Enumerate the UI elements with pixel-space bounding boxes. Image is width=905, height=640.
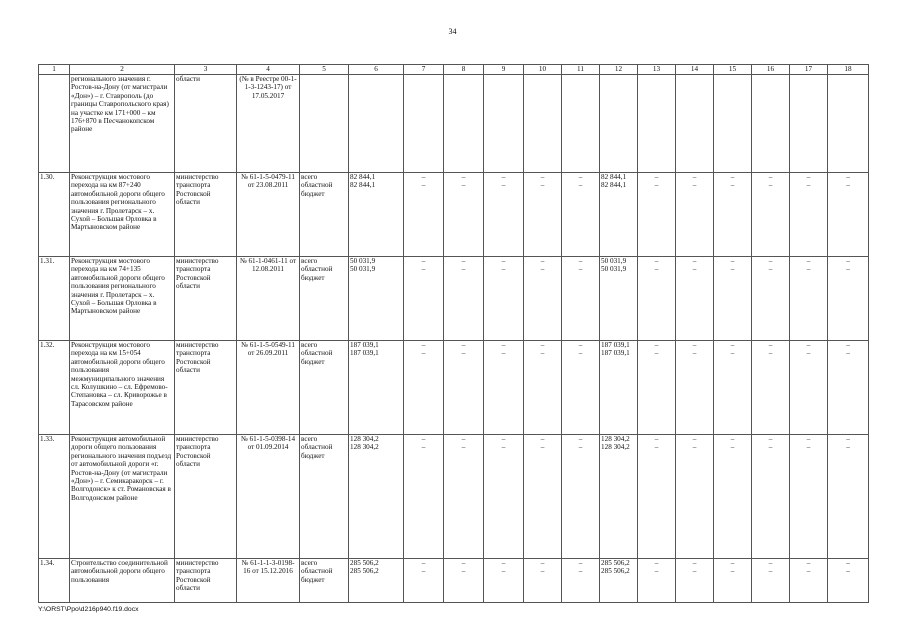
- dash-cell-col-14: – –: [676, 257, 714, 341]
- dash-cell-col-10: – –: [524, 559, 562, 603]
- dash-cell-col-8: – –: [444, 341, 484, 435]
- amount-cell: [349, 435, 404, 559]
- page-number: 34: [448, 27, 457, 36]
- dash-cell-col-10: – –: [524, 173, 562, 257]
- dash-cell-col-7: – –: [404, 435, 444, 559]
- source-total: всего: [301, 173, 318, 181]
- customer-cell: министерство транспорта Ростовской области: [175, 173, 237, 257]
- source-regional: областной бюджет: [301, 567, 333, 584]
- total-cell-col-12: 50 031,9 50 031,9: [600, 257, 638, 341]
- dash-cell-col-18: – –: [828, 341, 869, 435]
- dash-cell-col-18: – –: [828, 435, 869, 559]
- object-name-cell: Реконструкция мостового перехода на км 74+135 автомобильной дороги общего пользования регионального значения г. Пролетарск – х. Сухой – Большая Орловка в Мартыновском районе: [70, 257, 175, 341]
- total-cell-col-12: 285 506,2 285 506,2: [600, 559, 638, 603]
- amount-total: 285 506,2: [350, 559, 379, 567]
- funding-source-cell: [300, 435, 349, 559]
- row-number-cell: 1.34.: [39, 559, 70, 603]
- header-row: [39, 65, 869, 75]
- dash-cell-col-17: – –: [790, 173, 828, 257]
- amount-regional: 128 304,2: [350, 443, 379, 452]
- header-col-6: 6: [349, 65, 404, 75]
- source-total: всего: [301, 341, 318, 349]
- dash-cell-col-15: – –: [714, 341, 752, 435]
- dash-cell-col-8: – –: [444, 257, 484, 341]
- header-col-4: 4: [237, 65, 300, 75]
- table-row: [39, 257, 869, 341]
- dash-cell-col-11: – –: [562, 257, 600, 341]
- amount-regional: 285 506,2: [350, 567, 379, 576]
- object-name-cell: Реконструкция мостового перехода на км 87+240 автомобильной дороги общего пользования регионального значения г. Пролетарск – х. Сухой – Большая Орловка в Мартыновском районе: [70, 173, 175, 257]
- total-cell-col-12: 82 844,1 82 844,1: [600, 173, 638, 257]
- amount-regional: 82 844,1: [350, 181, 376, 190]
- dash-cell-col-13: – –: [638, 435, 676, 559]
- header-col-3: 3: [175, 65, 237, 75]
- customer-cell: министерство транспорта Ростовской области: [175, 257, 237, 341]
- object-name-cell: регионального значения г. Ростов-на-Дону (от магистрали «Дон») – г. Ставрополь (до границы Ставропольского края) на участке км 171+000 – км 176+870 в Песчанокопском районе: [70, 75, 175, 173]
- source-regional: областной бюджет: [301, 443, 333, 460]
- dash-cell-col-11: – –: [562, 173, 600, 257]
- row-number-cell: 1.31.: [39, 257, 70, 341]
- customer-cell: министерство транспорта Ростовской области: [175, 341, 237, 435]
- dash-cell-col-13: – –: [638, 173, 676, 257]
- table-row: [39, 559, 869, 603]
- dash-cell-col-13: – –: [638, 559, 676, 603]
- dash-cell-col-14: – –: [676, 341, 714, 435]
- dash-cell-col-15: – –: [714, 257, 752, 341]
- header-col-16: 16: [752, 65, 790, 75]
- row-number-cell: 1.32.: [39, 341, 70, 435]
- source-regional: областной бюджет: [301, 181, 333, 198]
- amount-cell: [349, 173, 404, 257]
- document-cell: (№ в Реестре 00-1-1-3-1243-17) от 17.05.2017: [237, 75, 300, 173]
- header-col-2: 2: [70, 65, 175, 75]
- amount-cell: [349, 257, 404, 341]
- amount-cell: [349, 559, 404, 603]
- dash-cell-col-18: – –: [828, 559, 869, 603]
- funding-source-cell: [300, 257, 349, 341]
- dash-cell-col-17: – –: [790, 435, 828, 559]
- amount-total: 82 844,1: [350, 173, 376, 181]
- dash-cell-col-17: – –: [790, 257, 828, 341]
- table-row: [39, 173, 869, 257]
- source-total: всего: [301, 559, 318, 567]
- total-cell-col-12: 187 039,1 187 039,1: [600, 341, 638, 435]
- table-row: [39, 75, 869, 173]
- customer-cell: министерство транспорта Ростовской области: [175, 559, 237, 603]
- dash-cell-col-9: – –: [484, 173, 524, 257]
- dash-cell-col-8: – –: [444, 173, 484, 257]
- row-number-cell: [39, 75, 70, 173]
- header-col-15: 15: [714, 65, 752, 75]
- dash-cell-col-7: – –: [404, 173, 444, 257]
- amount-total: 128 304,2: [350, 435, 379, 443]
- header-col-18: 18: [828, 65, 869, 75]
- dash-cell-col-10: – –: [524, 435, 562, 559]
- dash-cell-col-9: – –: [484, 559, 524, 603]
- header-col-8: 8: [444, 65, 484, 75]
- dash-cell-col-8: – –: [444, 559, 484, 603]
- header-col-11: 11: [562, 65, 600, 75]
- source-total: всего: [301, 257, 318, 265]
- dash-cell-col-14: – –: [676, 173, 714, 257]
- dash-cell-col-9: – –: [484, 257, 524, 341]
- amount-cell: [349, 341, 404, 435]
- dash-cell-col-7: – –: [404, 341, 444, 435]
- source-regional: областной бюджет: [301, 349, 333, 366]
- dash-cell-col-13: – –: [638, 257, 676, 341]
- dash-cell-col-17: – –: [790, 559, 828, 603]
- row-number-cell: 1.33.: [39, 435, 70, 559]
- document-cell: № 61-1-1-3-0198-16 от 15.12.2016: [237, 559, 300, 603]
- dash-cell-col-18: – –: [828, 173, 869, 257]
- source-regional: областной бюджет: [301, 265, 333, 282]
- dash-cell-col-15: – –: [714, 559, 752, 603]
- document-cell: № 61-1-0461-11 от 12.08.2011: [237, 257, 300, 341]
- header-col-1: 1: [39, 65, 70, 75]
- dash-cell-col-9: – –: [484, 341, 524, 435]
- dash-cell-col-9: – –: [484, 435, 524, 559]
- dash-cell-col-10: – –: [524, 257, 562, 341]
- funding-source-cell: [300, 173, 349, 257]
- amount-regional: 50 031,9: [350, 265, 376, 274]
- amount-total: 50 031,9: [350, 257, 376, 265]
- dash-cell-col-11: – –: [562, 435, 600, 559]
- footer-file-path: Y:\ORST\Ppo\d216p940.f19.docx: [38, 606, 139, 613]
- header-col-12: 12: [600, 65, 638, 75]
- dash-cell-col-13: – –: [638, 341, 676, 435]
- customer-cell: области: [175, 75, 237, 173]
- customer-cell: министерство транспорта Ростовской области: [175, 435, 237, 559]
- dash-cell-col-14: – –: [676, 559, 714, 603]
- amount-regional: 187 039,1: [350, 349, 379, 358]
- dash-cell-col-14: – –: [676, 435, 714, 559]
- funding-source-cell: [300, 341, 349, 435]
- budget-table: [38, 64, 869, 603]
- dash-cell-col-16: – –: [752, 559, 790, 603]
- dash-cell-col-15: – –: [714, 435, 752, 559]
- header-col-7: 7: [404, 65, 444, 75]
- object-name-cell: Реконструкция мостового перехода на км 15+054 автомобильной дороги общего пользования межмуниципального значения сл. Колушкино – сл. Ефремово-Степановка – сл. Криворожье в Тарасовском районе: [70, 341, 175, 435]
- dash-cell-col-15: – –: [714, 173, 752, 257]
- header-col-9: 9: [484, 65, 524, 75]
- header-col-13: 13: [638, 65, 676, 75]
- total-cell-col-12: 128 304,2 128 304,2: [600, 435, 638, 559]
- dash-cell-col-7: – –: [404, 559, 444, 603]
- dash-cell-col-16: – –: [752, 341, 790, 435]
- dash-cell-col-10: – –: [524, 341, 562, 435]
- object-name-cell: Реконструкция автомобильной дороги общего пользования регионального значения подъезд от автомобильной дороги «г. Ростов-на-Дону (от магистрали «Дон») – г. Семикаракорск – г. Волгодонск» к ст. Романовская в Волгодонском районе: [70, 435, 175, 559]
- header-col-14: 14: [676, 65, 714, 75]
- table-row: [39, 341, 869, 435]
- document-cell: № 61-1-5-0398-14 от 01.09.2014: [237, 435, 300, 559]
- object-name-cell: Строительство соединительной автомобильной дороги общего пользования: [70, 559, 175, 603]
- dash-cell-col-16: – –: [752, 435, 790, 559]
- header-col-5: 5: [300, 65, 349, 75]
- row-number-cell: 1.30.: [39, 173, 70, 257]
- dash-cell-col-7: – –: [404, 257, 444, 341]
- dash-cell-col-17: – –: [790, 341, 828, 435]
- funding-source-cell: [300, 559, 349, 603]
- dash-cell-col-11: – –: [562, 341, 600, 435]
- dash-cell-col-16: – –: [752, 257, 790, 341]
- document-cell: № 61-1-5-0479-11 от 23.08.2011: [237, 173, 300, 257]
- header-col-10: 10: [524, 65, 562, 75]
- amount-total: 187 039,1: [350, 341, 379, 349]
- header-col-17: 17: [790, 65, 828, 75]
- dash-cell-col-18: – –: [828, 257, 869, 341]
- document-cell: № 61-1-5-0549-11 от 26.09.2011: [237, 341, 300, 435]
- table-row: [39, 435, 869, 559]
- dash-cell-col-8: – –: [444, 435, 484, 559]
- source-total: всего: [301, 435, 318, 443]
- dash-cell-col-11: – –: [562, 559, 600, 603]
- dash-cell-col-16: – –: [752, 173, 790, 257]
